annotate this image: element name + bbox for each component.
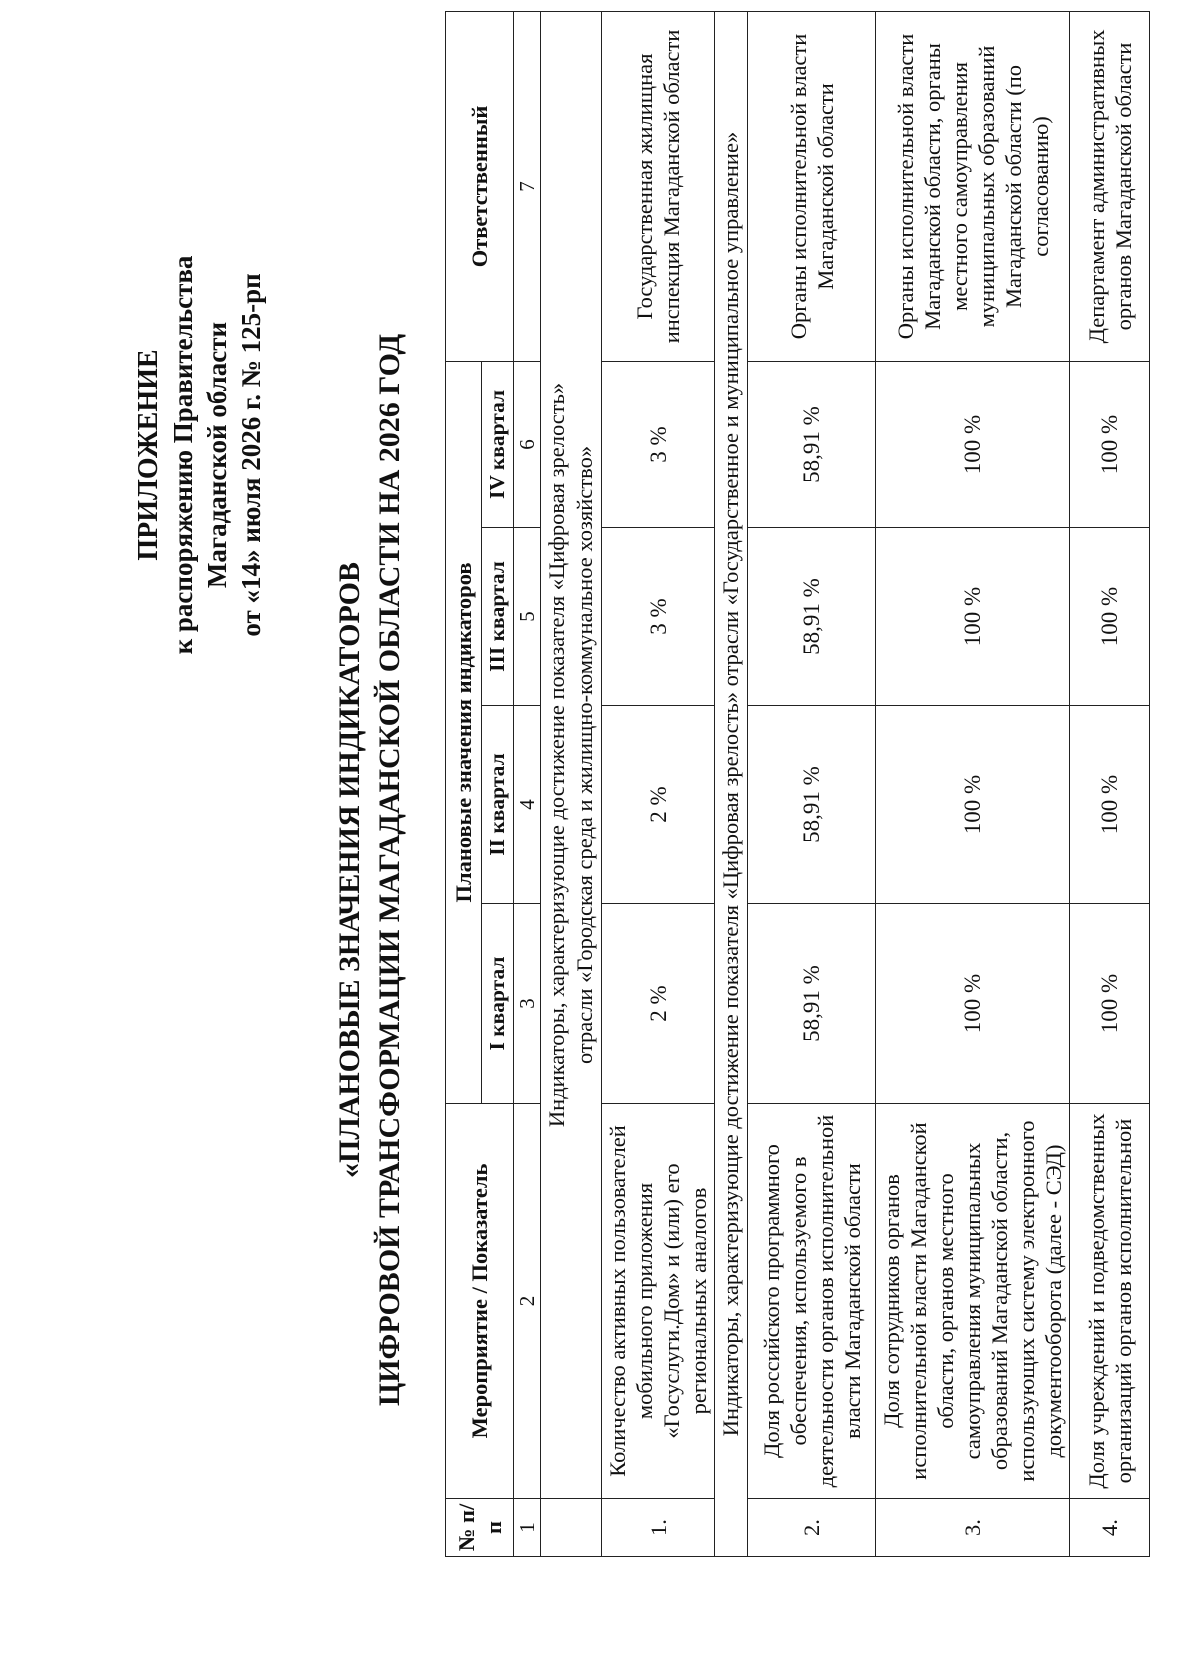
row-num: 4.: [1070, 1499, 1150, 1557]
header-q3: III квартал: [482, 528, 514, 706]
row-q4: 58,91 %: [748, 361, 876, 527]
section-1-line-1: Индикаторы, характеризующие достижение показателя «Цифровая зрелость»: [544, 382, 569, 1128]
header-measure: Мероприятие / Показатель: [446, 1104, 514, 1499]
table-row: [1070, 11, 1150, 1556]
header-num: № п/п: [446, 1499, 514, 1557]
row-responsible: Органы исполнительной власти Магаданской области: [748, 11, 876, 361]
header-q2: II квартал: [482, 706, 514, 904]
section-1-line-2: отрасли «Городская среда и жилищно-коммунальное хозяйство»: [572, 445, 597, 1065]
header-responsible: Ответственный: [446, 11, 514, 361]
section-heading-2: Индикаторы, характеризующие достижение показателя «Цифровая зрелость» отрасли «Государственное и муниципальное управление»: [715, 11, 748, 1556]
column-number: 7: [514, 11, 541, 361]
row-q3: 100 %: [876, 528, 1070, 706]
table-row: [602, 11, 715, 1556]
indicators-table: [445, 11, 1150, 1557]
column-number: 5: [514, 528, 541, 706]
row-responsible: Государственная жилищная инспекция Магаданской области: [602, 11, 715, 361]
row-measure: Доля российского программного обеспечения, используемого в деятельности органов исполнительной власти Магаданской области: [748, 1104, 876, 1499]
row-num: 2.: [748, 1499, 876, 1557]
appendix-block: [132, 245, 268, 665]
row-q3: 3 %: [602, 528, 715, 706]
column-number: 6: [514, 361, 541, 527]
row-q2: 100 %: [876, 706, 1070, 904]
header-q4: IV квартал: [482, 361, 514, 527]
title-line-1: «ПЛАНОВЫЕ ЗНАЧЕНИЯ ИНДИКАТОРОВ: [333, 562, 366, 1179]
row-q4: 3 %: [602, 361, 715, 527]
section-heading-1: [541, 11, 602, 1498]
row-q1: 58,91 %: [748, 904, 876, 1104]
row-responsible: Департамент административных органов Магаданской области: [1070, 11, 1150, 361]
row-q2: 2 %: [602, 706, 715, 904]
section-spacer: [541, 1499, 602, 1557]
document-title: [330, 145, 410, 1595]
row-q4: 100 %: [1070, 361, 1150, 527]
row-q4: 100 %: [876, 361, 1070, 527]
row-q2: 58,91 %: [748, 706, 876, 904]
row-q1: 2 %: [602, 904, 715, 1104]
column-number: 3: [514, 904, 541, 1104]
table-row: [876, 11, 1070, 1556]
column-number: 4: [514, 706, 541, 904]
row-q3: 100 %: [1070, 528, 1150, 706]
row-measure: Количество активных пользователей мобильного приложения «Госуслуги.Дом» и (или) его региональных аналогов: [602, 1104, 715, 1499]
table-row: [748, 11, 876, 1556]
header-planned: Плановые значения индикаторов: [446, 361, 482, 1103]
row-measure: Доля учреждений и подведомственных организаций органов исполнительной: [1070, 1104, 1150, 1499]
row-num: 3.: [876, 1499, 1070, 1557]
appendix-line-1: к распоряжению Правительства: [168, 255, 198, 655]
row-q3: 58,91 %: [748, 528, 876, 706]
header-q1: I квартал: [482, 904, 514, 1104]
row-num: 1.: [602, 1499, 715, 1557]
row-q2: 100 %: [1070, 706, 1150, 904]
title-line-2: ЦИФРОВОЙ ТРАНСФОРМАЦИИ МАГАДАНСКОЙ ОБЛАСТИ НА 2026 ГОД: [373, 333, 406, 1407]
row-q1: 100 %: [1070, 904, 1150, 1104]
column-number: 2: [514, 1104, 541, 1499]
row-q1: 100 %: [876, 904, 1070, 1104]
appendix-line-3: от «14» июля 2026 г. № 125-рп: [236, 273, 266, 637]
appendix-line-2: Магаданской области: [202, 321, 232, 589]
row-responsible: Органы исполнительной власти Магаданской области, органы местного самоуправления муниципальных образований Магаданской области (по согласованию): [876, 11, 1070, 361]
column-number: 1: [514, 1499, 541, 1557]
appendix-heading: ПРИЛОЖЕНИЕ: [133, 349, 164, 561]
row-measure: Доля сотрудников органов исполнительной власти Магаданской области, органов местного самоуправления муниципальных образований Магаданской области, использующих систему электронного документооборота (далее - СЭД): [876, 1104, 1070, 1499]
